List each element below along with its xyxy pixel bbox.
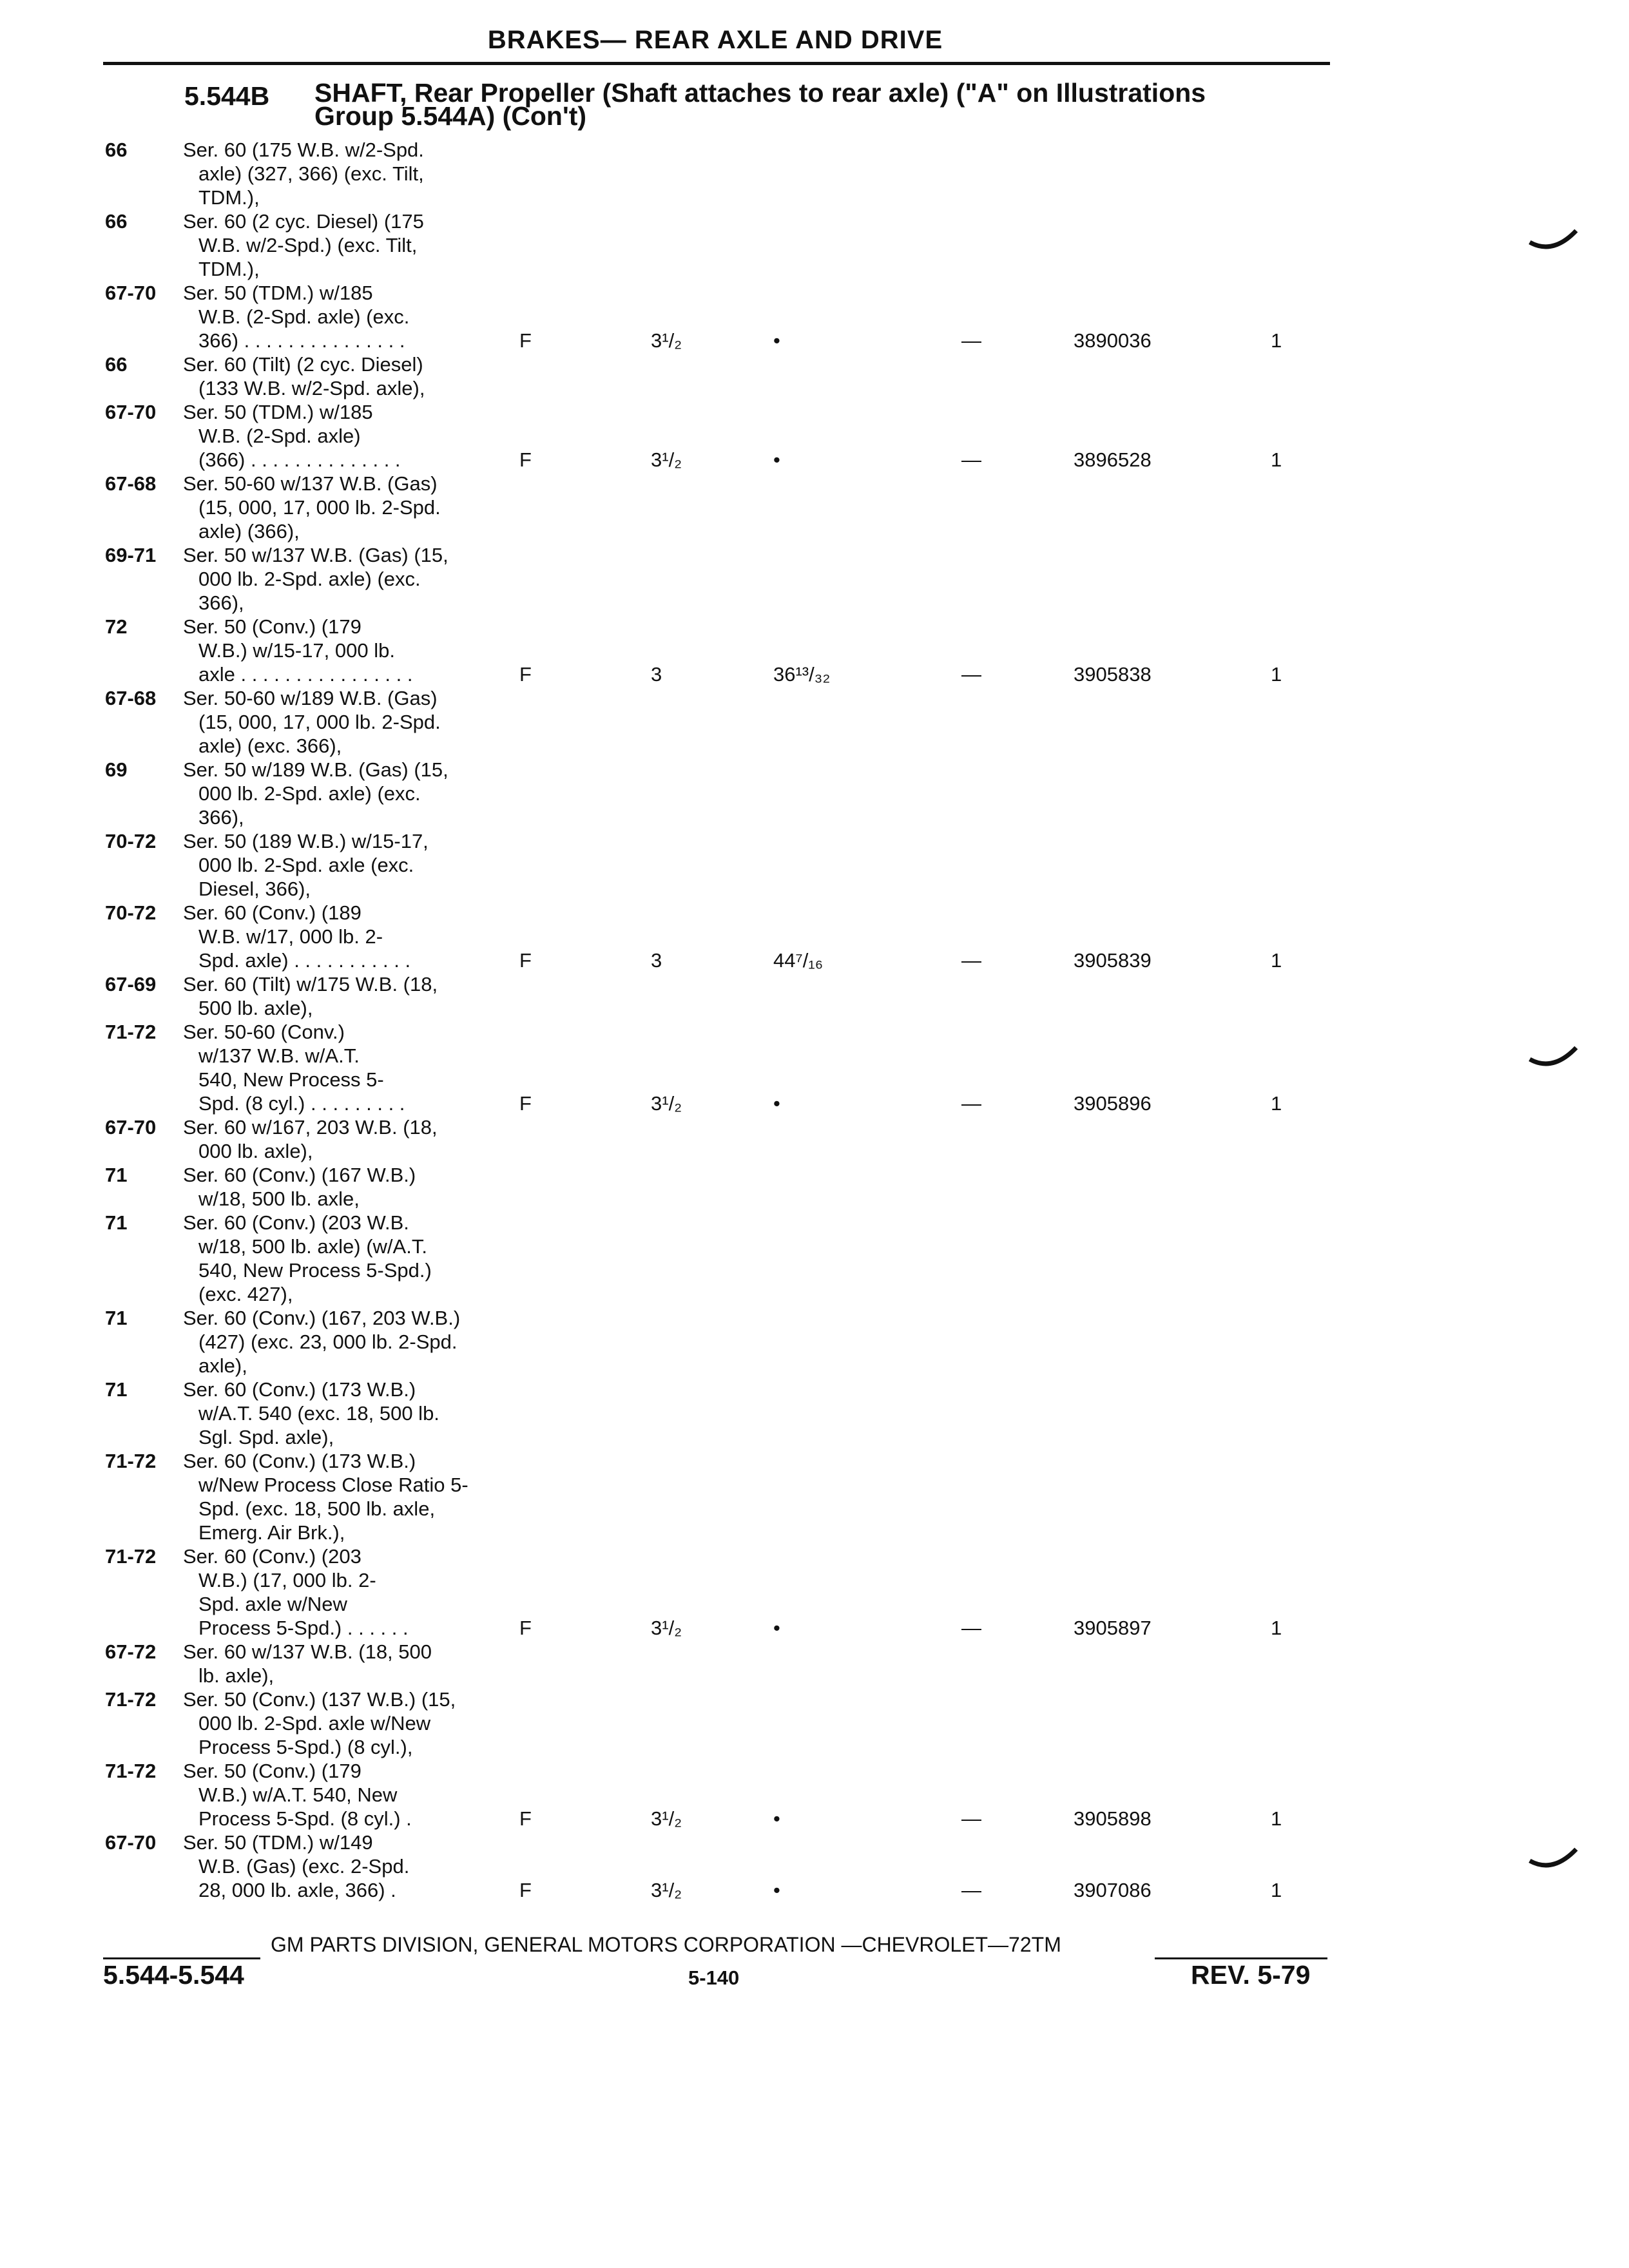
model-year: 67-72 [105, 1640, 157, 1663]
model-year: 72 [105, 615, 128, 638]
application-description: w/137 W.B. w/A.T. [198, 1044, 360, 1067]
section-title-line-2: Group 5.544A) (Con't) [314, 101, 587, 131]
part-number: 3890036 [1074, 329, 1152, 352]
application-description: axle) (exc. 366), [198, 735, 342, 757]
tube-diameter: 3¹/₂ [651, 329, 682, 352]
section-number: 5.544B [184, 81, 270, 111]
part-number: 3905898 [1074, 1807, 1152, 1830]
tube-diameter: 3 [651, 663, 662, 686]
quantity: 1 [1271, 1807, 1282, 1830]
application-description: Diesel, 366), [198, 878, 311, 900]
application-description: 366) . . . . . . . . . . . . . . . [198, 329, 405, 352]
application-description: Ser. 50 w/137 W.B. (Gas) (15, [183, 544, 448, 566]
application-description: Ser. 50 (189 W.B.) w/15-17, [183, 830, 429, 852]
shaft-length: 36¹³/₃₂ [773, 663, 831, 686]
dash-mark: — [961, 1879, 981, 1901]
source-code: F [519, 329, 532, 352]
application-description: Ser. 60 w/137 W.B. (18, 500 [183, 1640, 432, 1663]
application-description: Ser. 60 (Conv.) (203 [183, 1545, 361, 1568]
model-year: 67-69 [105, 973, 157, 995]
application-description: Ser. 60 (Tilt) w/175 W.B. (18, [183, 973, 438, 995]
application-description: Ser. 60 (Conv.) (189 [183, 901, 361, 924]
application-description: W.B. (2-Spd. axle) [198, 425, 361, 447]
application-description: Ser. 60 (Conv.) (167 W.B.) [183, 1164, 416, 1186]
application-description: (366) . . . . . . . . . . . . . . [198, 448, 401, 471]
application-description: Ser. 50 (TDM.) w/185 [183, 401, 373, 423]
model-year: 71 [105, 1378, 128, 1401]
application-description: Spd. axle) . . . . . . . . . . . [198, 949, 411, 972]
application-description: (15, 000, 17, 000 lb. 2-Spd. [198, 711, 441, 733]
application-description: Ser. 60 w/167, 203 W.B. (18, [183, 1116, 438, 1139]
application-description: (exc. 427), [198, 1283, 293, 1305]
model-year: 66 [105, 353, 128, 376]
source-code: F [519, 448, 532, 471]
model-year: 71 [105, 1211, 128, 1234]
header-rule [103, 62, 1330, 65]
model-year: 69-71 [105, 544, 157, 566]
application-description: axle), [198, 1354, 247, 1377]
model-year: 70-72 [105, 830, 157, 852]
application-description: Ser. 60 (Conv.) (167, 203 W.B.) [183, 1307, 461, 1329]
shaft-length: • [773, 1617, 780, 1639]
binder-mark-icon [1527, 1044, 1579, 1070]
application-description: Ser. 50-60 w/189 W.B. (Gas) [183, 687, 438, 709]
application-description: W.B. w/2-Spd.) (exc. Tilt, [198, 234, 418, 256]
model-year: 67-70 [105, 282, 157, 304]
dash-mark: — [961, 1617, 981, 1639]
model-year: 67-70 [105, 1116, 157, 1139]
model-year: 69 [105, 758, 128, 781]
application-description: axle . . . . . . . . . . . . . . . . [198, 663, 413, 686]
binder-mark-icon [1527, 1845, 1579, 1871]
part-number: 3896528 [1074, 448, 1152, 471]
application-description: Ser. 50 w/189 W.B. (Gas) (15, [183, 758, 448, 781]
model-year: 71 [105, 1307, 128, 1329]
application-description: Ser. 60 (Conv.) (203 W.B. [183, 1211, 409, 1234]
model-year: 67-70 [105, 1831, 157, 1854]
application-description: 540, New Process 5- [198, 1068, 384, 1091]
application-description: 000 lb. 2-Spd. axle w/New [198, 1712, 431, 1735]
application-description: axle) (327, 366) (exc. Tilt, [198, 162, 424, 185]
model-year: 66 [105, 210, 128, 233]
part-number: 3905897 [1074, 1617, 1152, 1639]
application-description: w/A.T. 540 (exc. 18, 500 lb. [198, 1402, 439, 1425]
application-description: Ser. 50-60 (Conv.) [183, 1021, 345, 1043]
application-description: Sgl. Spd. axle), [198, 1426, 334, 1448]
model-year: 71-72 [105, 1688, 157, 1711]
application-description: Emerg. Air Brk.), [198, 1521, 345, 1544]
application-description: Process 5-Spd. (8 cyl.) . [198, 1807, 412, 1830]
application-description: lb. axle), [198, 1664, 275, 1687]
application-description: 540, New Process 5-Spd.) [198, 1259, 432, 1282]
footer-publisher: GM PARTS DIVISION, GENERAL MOTORS CORPORATION —CHEVROLET—72TM [271, 1933, 1061, 1956]
footer-rule-right [1155, 1957, 1327, 1959]
application-description: W.B. (2-Spd. axle) (exc. [198, 305, 410, 328]
model-year: 70-72 [105, 901, 157, 924]
application-description: W.B.) (17, 000 lb. 2- [198, 1569, 376, 1591]
model-year: 71-72 [105, 1760, 157, 1782]
tube-diameter: 3¹/₂ [651, 1807, 682, 1830]
source-code: F [519, 663, 532, 686]
tube-diameter: 3 [651, 949, 662, 972]
tube-diameter: 3¹/₂ [651, 1617, 682, 1639]
shaft-length: • [773, 1092, 780, 1115]
model-year: 71-72 [105, 1021, 157, 1043]
section-title-line-1: SHAFT, Rear Propeller (Shaft attaches to rear axle) ("A" on Illustrations [314, 78, 1206, 108]
application-description: Ser. 60 (2 cyc. Diesel) (175 [183, 210, 424, 233]
application-description: w/18, 500 lb. axle) (w/A.T. [198, 1235, 427, 1258]
model-year: 66 [105, 139, 128, 161]
application-description: 000 lb. axle), [198, 1140, 313, 1162]
application-description: 000 lb. 2-Spd. axle) (exc. [198, 782, 421, 805]
source-code: F [519, 1807, 532, 1830]
application-description: Ser. 60 (Conv.) (173 W.B.) [183, 1378, 416, 1401]
part-number: 3905838 [1074, 663, 1152, 686]
application-description: 366), [198, 591, 244, 614]
application-description: 000 lb. 2-Spd. axle (exc. [198, 854, 414, 876]
application-description: (133 W.B. w/2-Spd. axle), [198, 377, 425, 399]
application-description: W.B.) w/15-17, 000 lb. [198, 639, 395, 662]
application-description: w/New Process Close Ratio 5- [198, 1474, 468, 1496]
application-description: W.B. (Gas) (exc. 2-Spd. [198, 1855, 410, 1878]
model-year: 67-68 [105, 687, 157, 709]
application-description: w/18, 500 lb. axle, [198, 1187, 360, 1210]
application-description: 500 lb. axle), [198, 997, 313, 1019]
dash-mark: — [961, 1092, 981, 1115]
section-title [314, 78, 1320, 131]
shaft-length: • [773, 329, 780, 352]
model-year: 71-72 [105, 1545, 157, 1568]
dash-mark: — [961, 448, 981, 471]
application-description: Ser. 60 (Tilt) (2 cyc. Diesel) [183, 353, 423, 376]
dash-mark: — [961, 663, 981, 686]
application-description: TDM.), [198, 258, 260, 280]
source-code: F [519, 1092, 532, 1115]
tube-diameter: 3¹/₂ [651, 1092, 682, 1115]
dash-mark: — [961, 949, 981, 972]
part-number: 3905896 [1074, 1092, 1152, 1115]
binder-mark-icon [1527, 227, 1579, 253]
application-description: Process 5-Spd.) (8 cyl.), [198, 1736, 413, 1758]
source-code: F [519, 1879, 532, 1901]
quantity: 1 [1271, 1879, 1282, 1901]
shaft-length: • [773, 1807, 780, 1830]
application-description: Ser. 50 (TDM.) w/149 [183, 1831, 373, 1854]
application-description: (427) (exc. 23, 000 lb. 2-Spd. [198, 1331, 458, 1353]
quantity: 1 [1271, 1092, 1282, 1115]
source-code: F [519, 949, 532, 972]
part-number: 3907086 [1074, 1879, 1152, 1901]
model-year: 71-72 [105, 1450, 157, 1472]
application-description: Spd. axle w/New [198, 1593, 347, 1615]
footer-rule-left [103, 1957, 260, 1959]
model-year: 67-68 [105, 472, 157, 495]
application-description: axle) (366), [198, 520, 300, 543]
part-number: 3905839 [1074, 949, 1152, 972]
tube-diameter: 3¹/₂ [651, 1879, 682, 1901]
quantity: 1 [1271, 949, 1282, 972]
page-header-title: BRAKES— REAR AXLE AND DRIVE [487, 26, 943, 54]
source-code: F [519, 1617, 532, 1639]
shaft-length: • [773, 448, 780, 471]
tube-diameter: 3¹/₂ [651, 448, 682, 471]
model-year: 71 [105, 1164, 128, 1186]
application-description: Ser. 60 (175 W.B. w/2-Spd. [183, 139, 424, 161]
application-description: Ser. 60 (Conv.) (173 W.B.) [183, 1450, 416, 1472]
application-description: Process 5-Spd.) . . . . . . [198, 1617, 409, 1639]
application-description: 000 lb. 2-Spd. axle) (exc. [198, 568, 421, 590]
shaft-length: 44⁷/₁₆ [773, 949, 824, 972]
quantity: 1 [1271, 448, 1282, 471]
application-description: Ser. 50-60 w/137 W.B. (Gas) [183, 472, 438, 495]
application-description: (15, 000, 17, 000 lb. 2-Spd. [198, 496, 441, 519]
quantity: 1 [1271, 1617, 1282, 1639]
dash-mark: — [961, 1807, 981, 1830]
application-description: Spd. (8 cyl.) . . . . . . . . . [198, 1092, 405, 1115]
application-description: Ser. 50 (Conv.) (179 [183, 1760, 361, 1782]
application-description: TDM.), [198, 186, 260, 209]
application-description: 28, 000 lb. axle, 366) . [198, 1879, 396, 1901]
application-description: Ser. 50 (Conv.) (179 [183, 615, 361, 638]
application-description: Ser. 50 (TDM.) w/185 [183, 282, 373, 304]
footer-page-number: 5-140 [688, 1966, 740, 1989]
model-year: 67-70 [105, 401, 157, 423]
quantity: 1 [1271, 329, 1282, 352]
application-description: W.B. w/17, 000 lb. 2- [198, 925, 383, 948]
application-description: Spd. (exc. 18, 500 lb. axle, [198, 1497, 436, 1520]
quantity: 1 [1271, 663, 1282, 686]
footer-revision: REV. 5-79 [1191, 1960, 1311, 1990]
shaft-length: • [773, 1879, 780, 1901]
footer-section-range: 5.544-5.544 [103, 1960, 244, 1990]
dash-mark: — [961, 329, 981, 352]
application-description: W.B.) w/A.T. 540, New [198, 1783, 398, 1806]
application-description: Ser. 50 (Conv.) (137 W.B.) (15, [183, 1688, 456, 1711]
application-description: 366), [198, 806, 244, 829]
